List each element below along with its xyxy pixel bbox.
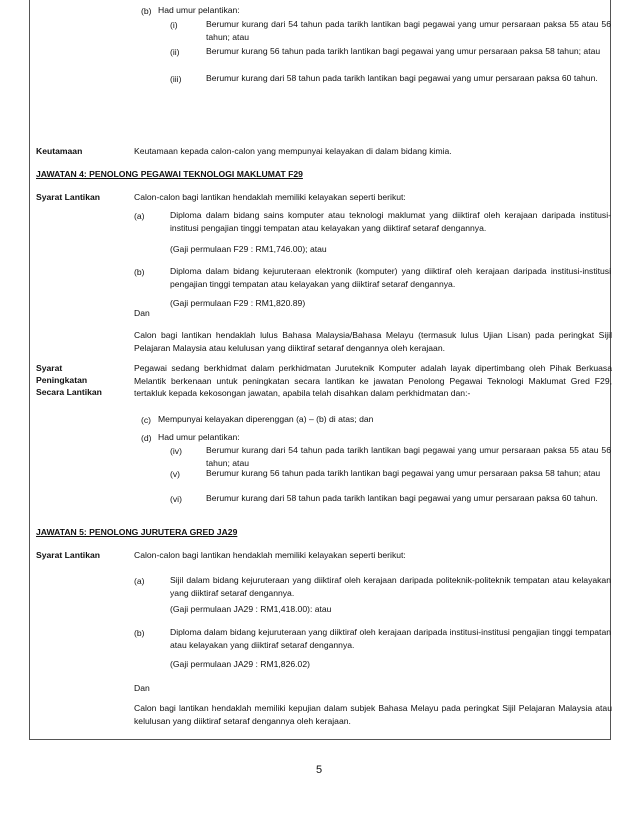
document-page: [29, 0, 611, 740]
section-label: Secara Lantikan: [36, 387, 102, 397]
list-item-text: Mempunyai kelayakan diperenggan (a) – (b) di atas; dan: [158, 414, 374, 424]
section-label: Keutamaan: [36, 146, 83, 156]
salary-note: (Gaji permulaan JA29 : RM1,418.00): atau: [170, 604, 332, 614]
connector-text: Dan: [134, 308, 150, 318]
section-text: Calon-calon bagi lantikan hendaklah memiliki kelayakan seperti berikut:: [134, 192, 406, 202]
section-label: Syarat Lantikan: [36, 550, 100, 560]
list-item-text: Diploma dalam bidang sains komputer atau teknologi maklumat yang diiktiraf oleh kerajaan daripada institusi-institusi pengajian tinggi tempatan atau kelayakan yang diiktiraf setaraf dengannya.: [170, 210, 611, 233]
list-item-text: Had umur pelantikan:: [158, 5, 240, 15]
list-marker: (ii): [170, 47, 180, 57]
list-item-text: Diploma dalam bidang kejuruteraan yang diiktiraf oleh kerajaan daripada institusi-institusi pengajian tinggi tempatan atau kelayakan yang diiktiraf setaraf dengannya.: [170, 627, 611, 650]
list-marker: (iii): [170, 74, 182, 84]
section-label: Syarat: [36, 363, 63, 373]
list-item-text: Berumur kurang 56 tahun pada tarikh lantikan bagi pegawai yang umur persaraan paksa 58 tahun; atau: [206, 468, 601, 478]
section-text: Calon bagi lantikan hendaklah memiliki kepujian dalam subjek Bahasa Melayu pada peringkat Sijil Pelajaran Malaysia atau kelulusan yang diiktiraf setaraf dengannya oleh kerajaan.: [134, 703, 612, 726]
list-marker: (a): [134, 576, 145, 586]
list-marker: (a): [134, 211, 145, 221]
list-item-text: Berumur kurang dari 58 tahun pada tarikh lantikan bagi pegawai yang umur persaraan paksa 60 tahun.: [206, 73, 598, 83]
list-marker: (vi): [170, 494, 182, 504]
connector-text: Dan: [134, 683, 150, 693]
list-item-text: Diploma dalam bidang kejuruteraan elektronik (komputer) yang diiktiraf oleh kerajaan daripada institusi-institusi pengajian tinggi tempatan atau kelayakan yang diiktiraf setaraf dengannya.: [170, 266, 611, 289]
list-item-text: Berumur kurang 56 tahun pada tarikh lantikan bagi pegawai yang umur persaraan paksa 58 tahun; atau: [206, 46, 601, 56]
list-item-text: Berumur kurang dari 54 tahun pada tarikh lantikan bagi pegawai yang umur persaraan paksa 55 atau 56 tahun; atau: [206, 445, 611, 468]
list-item-text: Sijil dalam bidang kejuruteraan yang diiktiraf oleh kerajaan daripada politeknik-politeknik tempatan atau kelayakan yang diiktiraf setaraf dengannya.: [170, 575, 611, 598]
section-text: Keutamaan kepada calon-calon yang mempunyai kelayakan di dalam bidang kimia.: [134, 146, 452, 156]
salary-note: (Gaji permulaan F29 : RM1,746.00); atau: [170, 244, 327, 254]
list-marker: (d): [141, 433, 152, 443]
page-number: 5: [315, 764, 323, 776]
section-label: Syarat Lantikan: [36, 192, 100, 202]
section-heading: JAWATAN 4: PENOLONG PEGAWAI TEKNOLOGI MAKLUMAT F29: [36, 169, 303, 179]
list-item-text: Had umur pelantikan:: [158, 432, 240, 442]
section-heading: JAWATAN 5: PENOLONG JURUTERA GRED JA29: [36, 527, 238, 537]
list-marker: (i): [170, 20, 178, 30]
list-marker: (c): [141, 415, 152, 425]
list-marker: (iv): [170, 446, 182, 456]
section-text: Pegawai sedang berkhidmat dalam perkhidmatan Juruteknik Komputer adalah layak dipertimbang oleh Pihak Berkuasa Melantik berkenaan untuk peningkatan secara lantikan ke jawatan Penolong Pegawai Teknologi Maklumat Gred F29, tertakluk kepada kekosongan jawatan, apabila telah disahkan dalam perkhidmatan dan:-: [134, 363, 612, 399]
section-text: Calon-calon bagi lantikan hendaklah memiliki kelayakan seperti berikut:: [134, 550, 406, 560]
section-text: Calon bagi lantikan hendaklah lulus Bahasa Malaysia/Bahasa Melayu (termasuk lulus Ujian Lisan) pada peringkat Sijil Pelajaran Malaysia atau kelulusan yang diiktiraf setaraf dengannya oleh kerajaan.: [134, 330, 612, 353]
salary-note: (Gaji permulaan JA29 : RM1,826.02): [170, 659, 310, 669]
list-item-text: Berumur kurang dari 58 tahun pada tarikh lantikan bagi pegawai yang umur persaraan paksa 60 tahun.: [206, 493, 598, 503]
list-marker: (b): [141, 6, 152, 16]
list-marker: (v): [170, 469, 181, 479]
section-label: Peningkatan: [36, 375, 88, 385]
list-marker: (b): [134, 628, 145, 638]
list-marker: (b): [134, 267, 145, 277]
list-item-text: Berumur kurang dari 54 tahun pada tarikh lantikan bagi pegawai yang umur persaraan paksa 55 atau 56 tahun; atau: [206, 19, 611, 42]
salary-note: (Gaji permulaan F29 : RM1,820.89): [170, 298, 306, 308]
